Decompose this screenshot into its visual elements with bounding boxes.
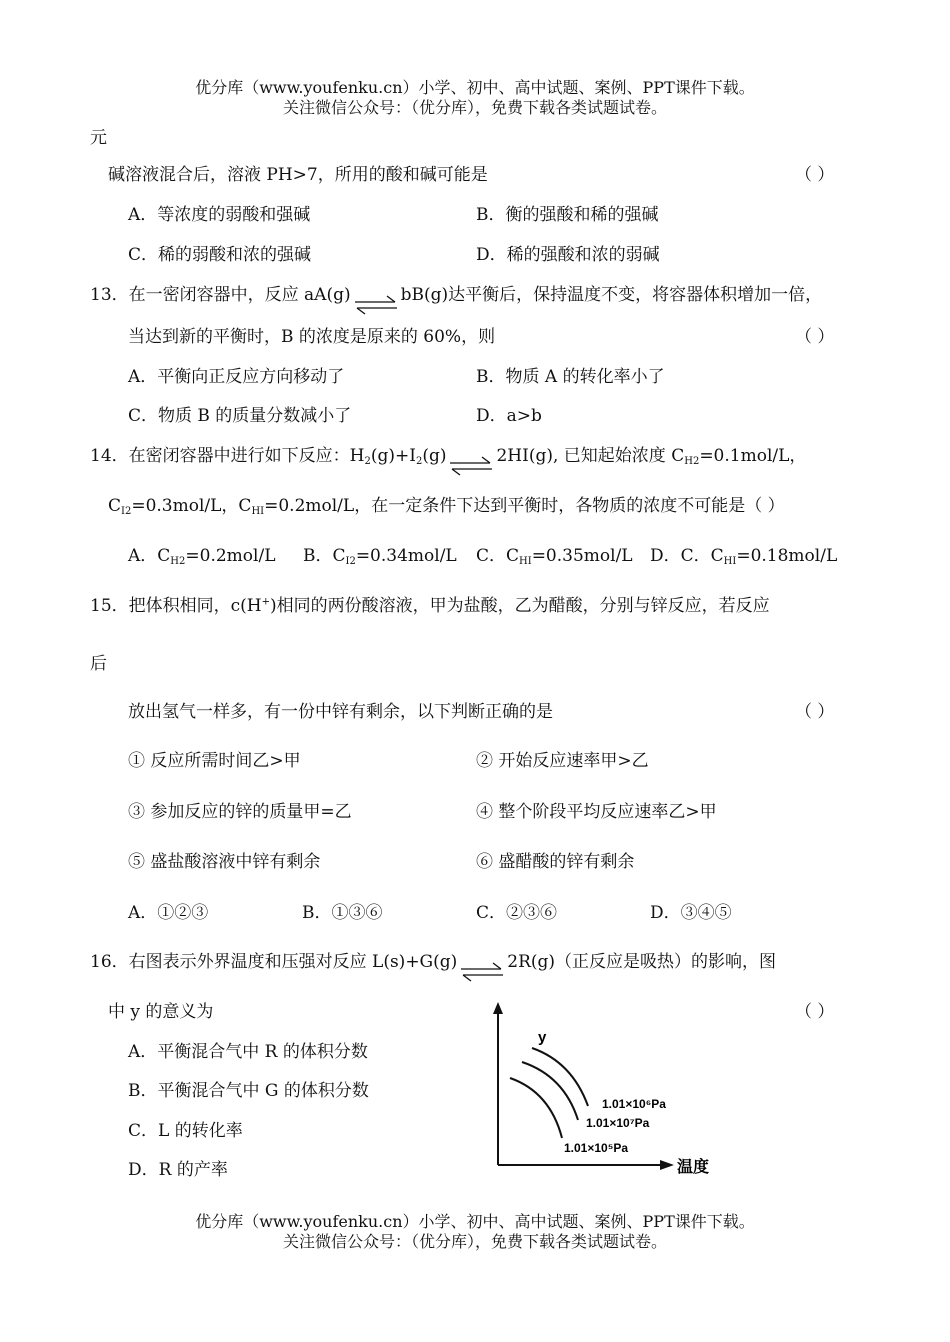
q14-stem-pre: 14．在密闭容器中进行如下反应：H [90, 446, 365, 466]
q16-paren: （ ） [795, 1002, 835, 1022]
q14-stem-line2: $C_{I2}=0.3mol/L$，$C_{HI}=0.2mol/L$，在一定条件下达到平衡时，各物质的浓度不可能是（ ） [108, 496, 785, 517]
q15-option-c: C．②③⑥ [476, 903, 558, 923]
q12-option-c: C．稀的弱酸和浓的强碱 [128, 245, 312, 265]
q13-option-c: C．物质 B 的质量分数减小了 [128, 406, 352, 426]
q13-option-b: B．物质 A 的转化率小了 [476, 367, 665, 387]
q15-statement-5: ⑤ 盛盐酸溶液中锌有剩余 [128, 852, 321, 872]
series-line-3 [510, 1078, 562, 1138]
q14-line2-b: =0.2mol/L，在一定条件下达到平衡时，各物质的浓度不可能是（ ） [264, 496, 785, 516]
q15-line1-a: 15．把体积相同，c(H [90, 596, 262, 616]
footer-line-1: 优分库（www.youfenku.cn）小学、初中、高中试题、案例、PPT课件下载。 [195, 1212, 755, 1231]
q16-option-b: B．平衡混合气中 G 的体积分数 [128, 1081, 369, 1101]
q15-statement-2: ② 开始反应速率甲>乙 [476, 751, 649, 771]
q15-stem-line1: 15．把体积相同，c(H+)相同的两份酸溶液，甲为盐酸，乙为醋酸，分别与锌反应，若反应 [90, 596, 770, 616]
q13-option-a: A．平衡向正反应方向移动了 [128, 367, 345, 387]
q12-option-b: B．衡的强酸和稀的强碱 [476, 205, 659, 225]
equilibrium-arrow-icon [446, 447, 496, 467]
q14-stem-line1: 14．在密闭容器中进行如下反应：$H_2(g)+I_2(g)$ 2HI(g), 已知起始浓度 $C_{H2}=0.1mol/L$， [90, 441, 806, 467]
q15-line1-b: )相同的两份酸溶液，甲为盐酸，乙为醋酸，分别与锌反应，若反应 [270, 596, 770, 616]
equilibrium-arrow-icon [351, 286, 401, 306]
pressure-temperature-chart [480, 1000, 730, 1180]
q15-stem-line2: 放出氢气一样多，有一份中锌有剩余，以下判断正确的是 [128, 702, 553, 722]
q14-option-c-label: C．C [476, 546, 520, 566]
q14-option-d-label: D．C．C [650, 546, 724, 566]
q15-option-b: B．①③⑥ [302, 903, 383, 923]
q16-option-a: A．平衡混合气中 R 的体积分数 [128, 1042, 368, 1062]
y-axis-arrow [493, 1002, 503, 1014]
q14-option-b: B．$C_{I2}=0.34mol/L$ [303, 546, 457, 567]
q15-statement-1: ① 反应所需时间乙>甲 [128, 751, 301, 771]
q12-option-a: A．等浓度的弱酸和强碱 [128, 205, 311, 225]
equilibrium-arrow-icon [457, 953, 507, 973]
footer-line-2: 关注微信公众号：（优分库），免费下载各类试题试卷。 [282, 1232, 667, 1251]
q15-statement-4: ④ 整个阶段平均反应速率乙>甲 [476, 802, 717, 822]
q15-fragment: 后 [90, 654, 107, 674]
q13-stem-line1 [90, 280, 822, 306]
q14-option-b-label: B．C [303, 546, 346, 566]
q15-statement-6: ⑥ 盛醋酸的锌有剩余 [476, 852, 635, 872]
q16-stem-post: 2R(g)（正反应是吸热）的影响，图 [507, 952, 777, 972]
x-axis-arrow [660, 1160, 674, 1170]
series-label-2: 1.01×10⁷Pa [586, 1116, 650, 1130]
q16-option-c: C．L 的转化率 [128, 1121, 243, 1141]
q12-option-d: D．稀的强酸和浓的弱碱 [476, 245, 660, 265]
q15-option-d: D．③④⑤ [650, 903, 732, 923]
q14-option-d: D．C．$C_{HI}=0.18mol/L$ [650, 546, 838, 567]
series-label-3: 1.01×10⁵Pa [564, 1141, 629, 1155]
q15-statement-3: ③ 参加反应的锌的质量甲=乙 [128, 802, 352, 822]
series-label-1: 1.01×10⁶Pa [602, 1097, 666, 1111]
q16-stem-line1 [90, 947, 776, 973]
q14-option-a: A．$C_{H2}=0.2mol/L$ [128, 546, 276, 567]
q13-option-d: D．a>b [476, 406, 542, 426]
q14-option-c: C．$C_{HI}=0.35mol/L$ [476, 546, 633, 567]
q13-stem-line2: 当达到新的平衡时，B 的浓度是原来的 60%，则 [128, 327, 496, 347]
y-axis-label: y [538, 1029, 547, 1046]
header-line-2: 关注微信公众号：（优分库），免费下载各类试题试卷。 [282, 98, 667, 117]
q13-stem-pre: 13．在一密闭容器中，反应 aA(g) [90, 285, 351, 305]
header-line-1: 优分库（www.youfenku.cn）小学、初中、高中试题、案例、PPT课件下载。 [195, 78, 755, 97]
q13-paren: （ ） [795, 327, 835, 347]
x-axis-label: 温度 [677, 1157, 710, 1176]
q16-stem-pre: 16．右图表示外界温度和压强对反应 L(s)+G(g) [90, 952, 458, 972]
q13-stem-post: bB(g)达平衡后，保持温度不变，将容器体积增加一倍， [400, 285, 823, 305]
q15-option-a: A．①②③ [128, 903, 209, 923]
q12-fragment: 元 [90, 128, 107, 148]
q14-option-a-label: A．C [128, 546, 171, 566]
q14-line2-a: =0.3mol/L，C [131, 496, 252, 516]
q16-option-d: D．R 的产率 [128, 1160, 228, 1180]
q12-paren: （ ） [795, 165, 835, 185]
q14-stem-post: 2HI(g), 已知起始浓度 C [496, 446, 685, 466]
q15-paren: （ ） [795, 702, 835, 722]
q12-stem: 碱溶液混合后，溶液 PH>7，所用的酸和碱可能是 [108, 165, 488, 185]
q16-stem-line2: 中 y 的意义为 [108, 1002, 214, 1022]
